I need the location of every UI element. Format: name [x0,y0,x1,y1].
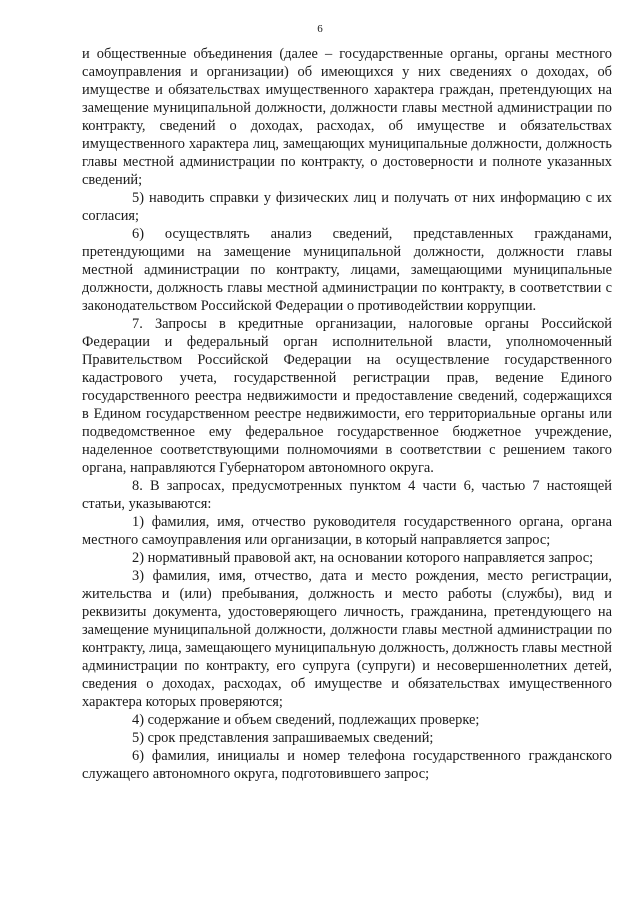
paragraph-subitem-4: 4) содержание и объем сведений, подлежащих проверке; [132,712,480,728]
page-number: 6 [317,23,323,35]
document-body [82,45,612,783]
paragraph-item-5: 5) наводить справки у физических лиц и получать от них информацию с их согласия; [82,190,612,224]
paragraph-subitem-2: 2) нормативный правовой акт, на основании которого направляется запрос; [132,550,594,566]
paragraph-section-7: 7. Запросы в кредитные организации, налоговые органы Российской Федерации и федеральный орган исполнительной власти, уполномоченный Правительством Российской Федерации на осуществление государственного кадастрового учета, государственной регистрации прав, ведение Единого государственного реестра недвижимости и предоставление сведений, содержащихся в Едином государственном реестре недвижимости, его территориальные органы или подведомственное ему федеральное государственное бюджетное учреждение, наделенное соответствующими полномочиями в соответствии с решением такого органа, направляются Губернатором автономного округа. [82,316,612,476]
paragraph-subitem-1: 1) фамилия, имя, отчество руководителя государственного органа, органа местного самоуправления или организации, в который направляется запрос; [82,514,612,548]
paragraph-section-8: 8. В запросах, предусмотренных пунктом 4 части 6, частью 7 настоящей статьи, указываются: [82,478,612,512]
paragraph-subitem-5: 5) срок представления запрашиваемых сведений; [132,730,434,746]
paragraph-subitem-3: 3) фамилия, имя, отчество, дата и место рождения, место регистрации, жительства и (или) пребывания, должность и место работы (службы), вид и реквизиты документа, удостоверяющего личность, гражданина, претендующего на замещение муниципальной должности, должности главы местной администрации по контракту, лица, замещающего муниципальную должность, должность главы местной администрации по контракту, его супруга (супруги) и несовершеннолетних детей, сведения о доходах, расходах, об имуществе и обязательствах имущественного характера которых проверяются; [82,568,612,710]
paragraph-continuation: и общественные объединения (далее – государственные органы, органы местного самоуправления и организации) об имеющихся у них сведениях о доходах, об имуществе и обязательствах имущественного характера граждан, претендующих на замещение муниципальной должности, должности главы местной администрации по контракту, сведений о доходах, расходах, об имуществе и обязательствах имущественного характера лиц, замещающих муниципальные должности, должность главы местной администрации по контракту, о достоверности и полноте указанных сведений; [82,46,612,188]
paragraph-subitem-6: 6) фамилия, инициалы и номер телефона государственного гражданского служащего автономного округа, подготовившего запрос; [82,748,612,782]
paragraph-item-6: 6) осуществлять анализ сведений, представленных гражданами, претендующими на замещение муниципальной должности, должности главы местной администрации по контракту, лицами, замещающими муниципальные должности, должность главы местной администрации по контракту, в соответствии с законодательством Российской Федерации о противодействии коррупции. [82,226,612,314]
